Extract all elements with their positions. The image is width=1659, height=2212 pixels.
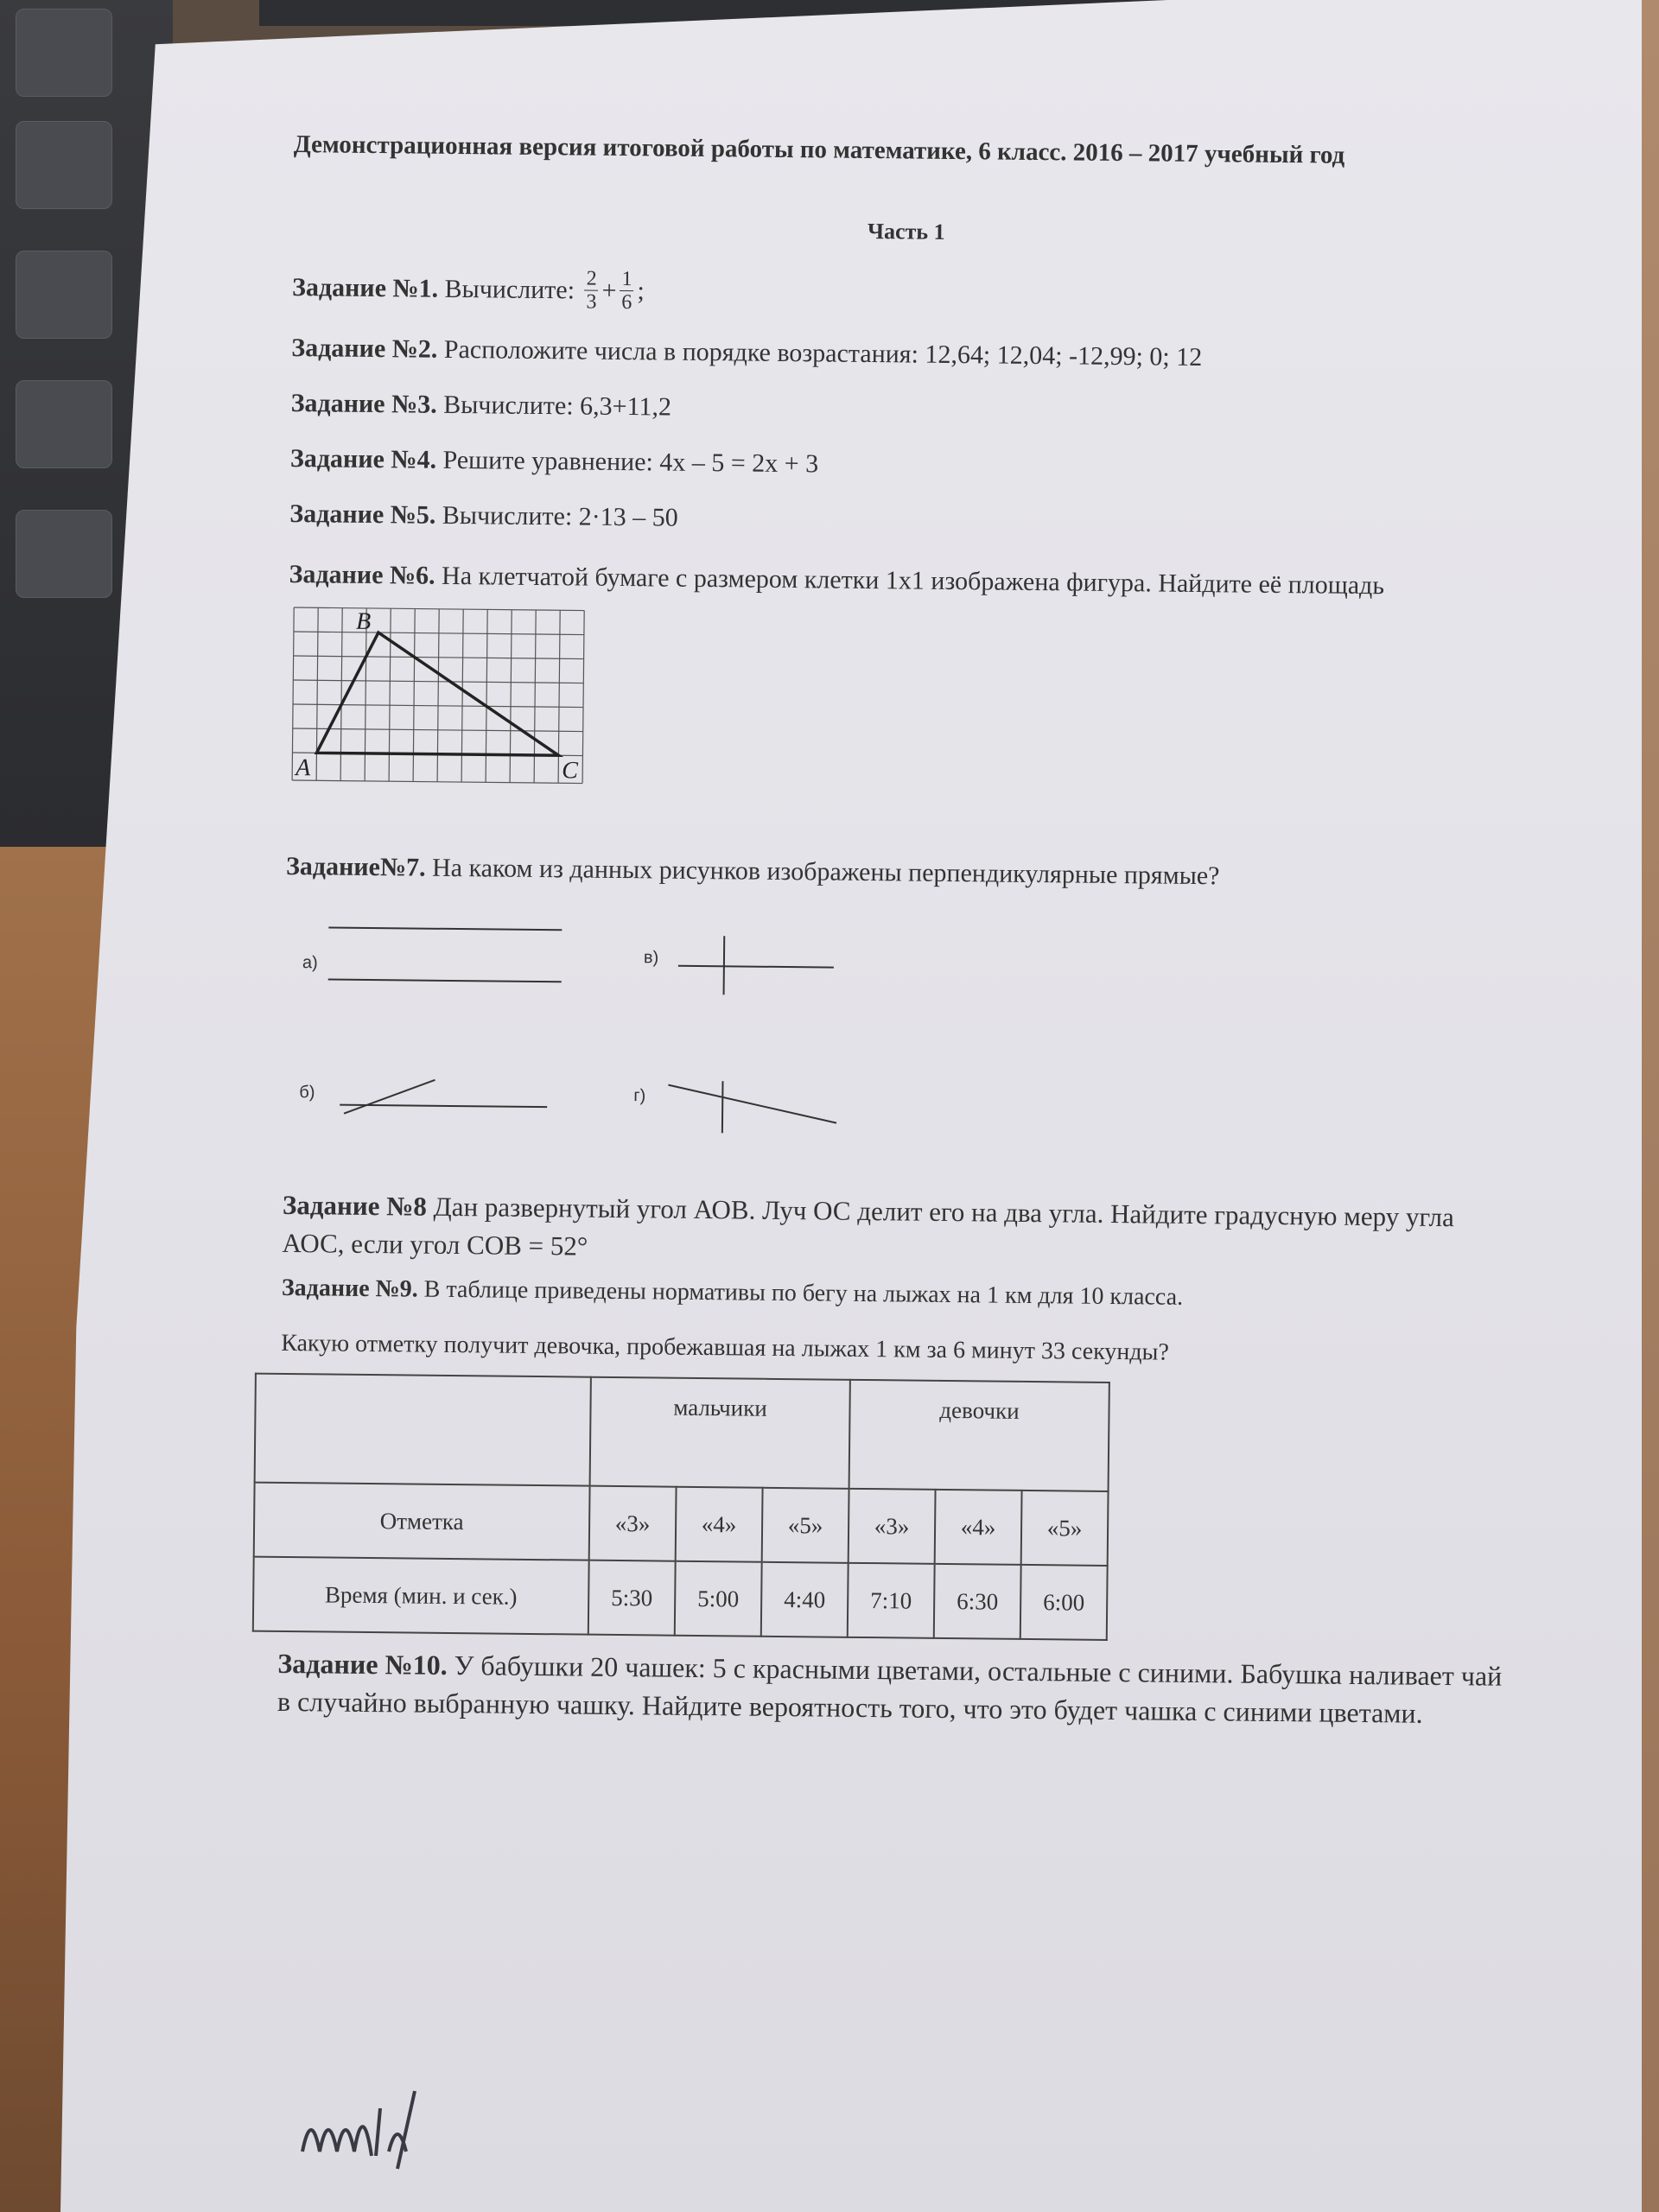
task-1-text: Вычислите: [444,274,575,304]
table-row [255,1374,1109,1491]
table-cell: «3» [849,1489,936,1564]
task-7-label: Задание№7. [285,851,426,882]
task-7 [286,849,1513,897]
option-v-horizontal-line [678,966,834,968]
option-b-label: б) [299,1083,315,1103]
page-title: Демонстрационная версия итоговой работы по математике, 6 класс. 2016 – 2017 учебный год [293,130,1345,169]
table-row [253,1557,1108,1640]
task-8 [282,1186,1510,1275]
table-row-label-mark: Отметка [254,1483,590,1560]
table-header-boys: мальчики [590,1377,850,1489]
task-9-question: Какую отметку получит девочка, пробежавшая на лыжах 1 км за 6 минут 33 секунды? [281,1329,1170,1366]
keyboard-key [16,9,112,97]
point-b-label: B [355,607,372,635]
table-cell: 6:30 [934,1564,1021,1639]
table-cell: «4» [935,1490,1022,1565]
task-1 [292,264,1519,323]
task-5-label: Задание №5. [289,499,436,530]
table-cell: 6:00 [1020,1565,1108,1640]
option-g-slanted-line [668,1085,836,1123]
task-3 [290,386,1517,434]
task-2 [291,331,1518,378]
ski-norms-table [252,1373,1110,1641]
task-8-text: Дан развернутый угол АОВ. Луч ОС делит его на два угла. Найдите градусную меру угла АОС, если угол СОВ = 52° [282,1191,1455,1262]
task-10-text: У бабушки 20 чашек: 5 с красными цветами, остальные с синими. Бабушка наливает чай в случайно выбранную чашку. Найдите вероятность того, что это будет чашка с синими цветами. [276,1649,1503,1729]
table-row-label-time: Время (мин. и сек.) [253,1557,589,1635]
fraction-1 [584,268,599,314]
task-3-text: Вычислите: 6,3+11,2 [443,390,672,422]
table-cell: «5» [1021,1491,1109,1566]
fraction-1-denominator: 3 [586,290,597,314]
point-c-label: C [562,757,579,785]
part-heading: Часть 1 [867,218,945,245]
fraction-2 [620,268,634,314]
worksheet-content [277,130,1521,1733]
task-5-text: Вычислите: 2·13 – 50 [442,500,678,532]
fraction-1-numerator: 2 [585,268,599,291]
task-3-label: Задание №3. [290,388,437,419]
task-10 [277,1644,1505,1733]
task-9 [282,1271,1509,1319]
table-cell: «4» [676,1487,763,1562]
task-2-label: Задание №2. [291,333,438,364]
table-cell-empty [255,1374,591,1486]
parallel-line-2 [328,979,562,982]
task-6-label: Задание №6. [289,559,435,590]
keyboard-key [16,510,112,598]
table-cell: «3» [589,1486,677,1561]
table-cell: 7:10 [848,1563,935,1638]
table-cell: 5:00 [675,1561,762,1637]
task-4-text: Решите уравнение: 4x – 5 = 2x + 3 [442,445,819,479]
task-10-label: Задание №10. [277,1647,448,1681]
parallel-line-1 [328,927,562,930]
option-g-vertical-line [722,1081,723,1133]
fraction-2-denominator: 6 [621,290,632,315]
task-7-figures [283,901,1512,1191]
grid-figure [283,599,596,792]
table-cell: «5» [762,1488,849,1563]
table-row [254,1483,1109,1566]
keyboard-key [16,380,112,468]
line-figures-svg [283,901,890,1184]
task-6 [289,557,1498,605]
option-b-slanted-line [344,1079,435,1115]
option-v-vertical-line [724,936,725,995]
option-a-label: а) [302,953,318,973]
plus-sign: + [601,276,617,305]
table-cell: 5:30 [588,1560,676,1636]
task-9-label: Задание №9. [281,1274,418,1303]
semicolon: ; [637,276,645,305]
triangle-grid-svg [283,599,596,792]
task-9-text: В таблице приведены нормативы по бегу на лыжах на 1 км для 10 класса. [423,1275,1184,1311]
keyboard-key [16,121,112,209]
table-header-girls: девочки [849,1380,1109,1491]
option-b-horizontal-line [340,1105,547,1108]
table-cell: 4:40 [761,1562,849,1637]
option-v-label: в) [643,948,659,968]
task-8-label: Задание №8 [282,1189,428,1222]
keyboard-key [16,251,112,339]
task-5 [289,497,1516,544]
option-g-label: г) [633,1086,646,1106]
point-a-label: A [296,754,311,782]
handwritten-signature [294,2074,484,2195]
task-4-label: Задание №4. [289,443,437,474]
task-6-text: На клетчатой бумаге с размером клетки 1x1 изображена фигура. Найдите её площадь [441,561,1385,601]
task-1-label: Задание №1. [291,272,439,303]
fraction-2-numerator: 1 [620,268,633,291]
task-2-text: Расположите числа в порядке возрастания: 12,64; 12,04; -12,99; 0; 12 [443,334,1203,372]
signature-scribble [294,2074,484,2177]
task-7-text: На каком из данных рисунков изображены перпендикулярные прямые? [431,853,1220,891]
task-4 [290,442,1517,489]
